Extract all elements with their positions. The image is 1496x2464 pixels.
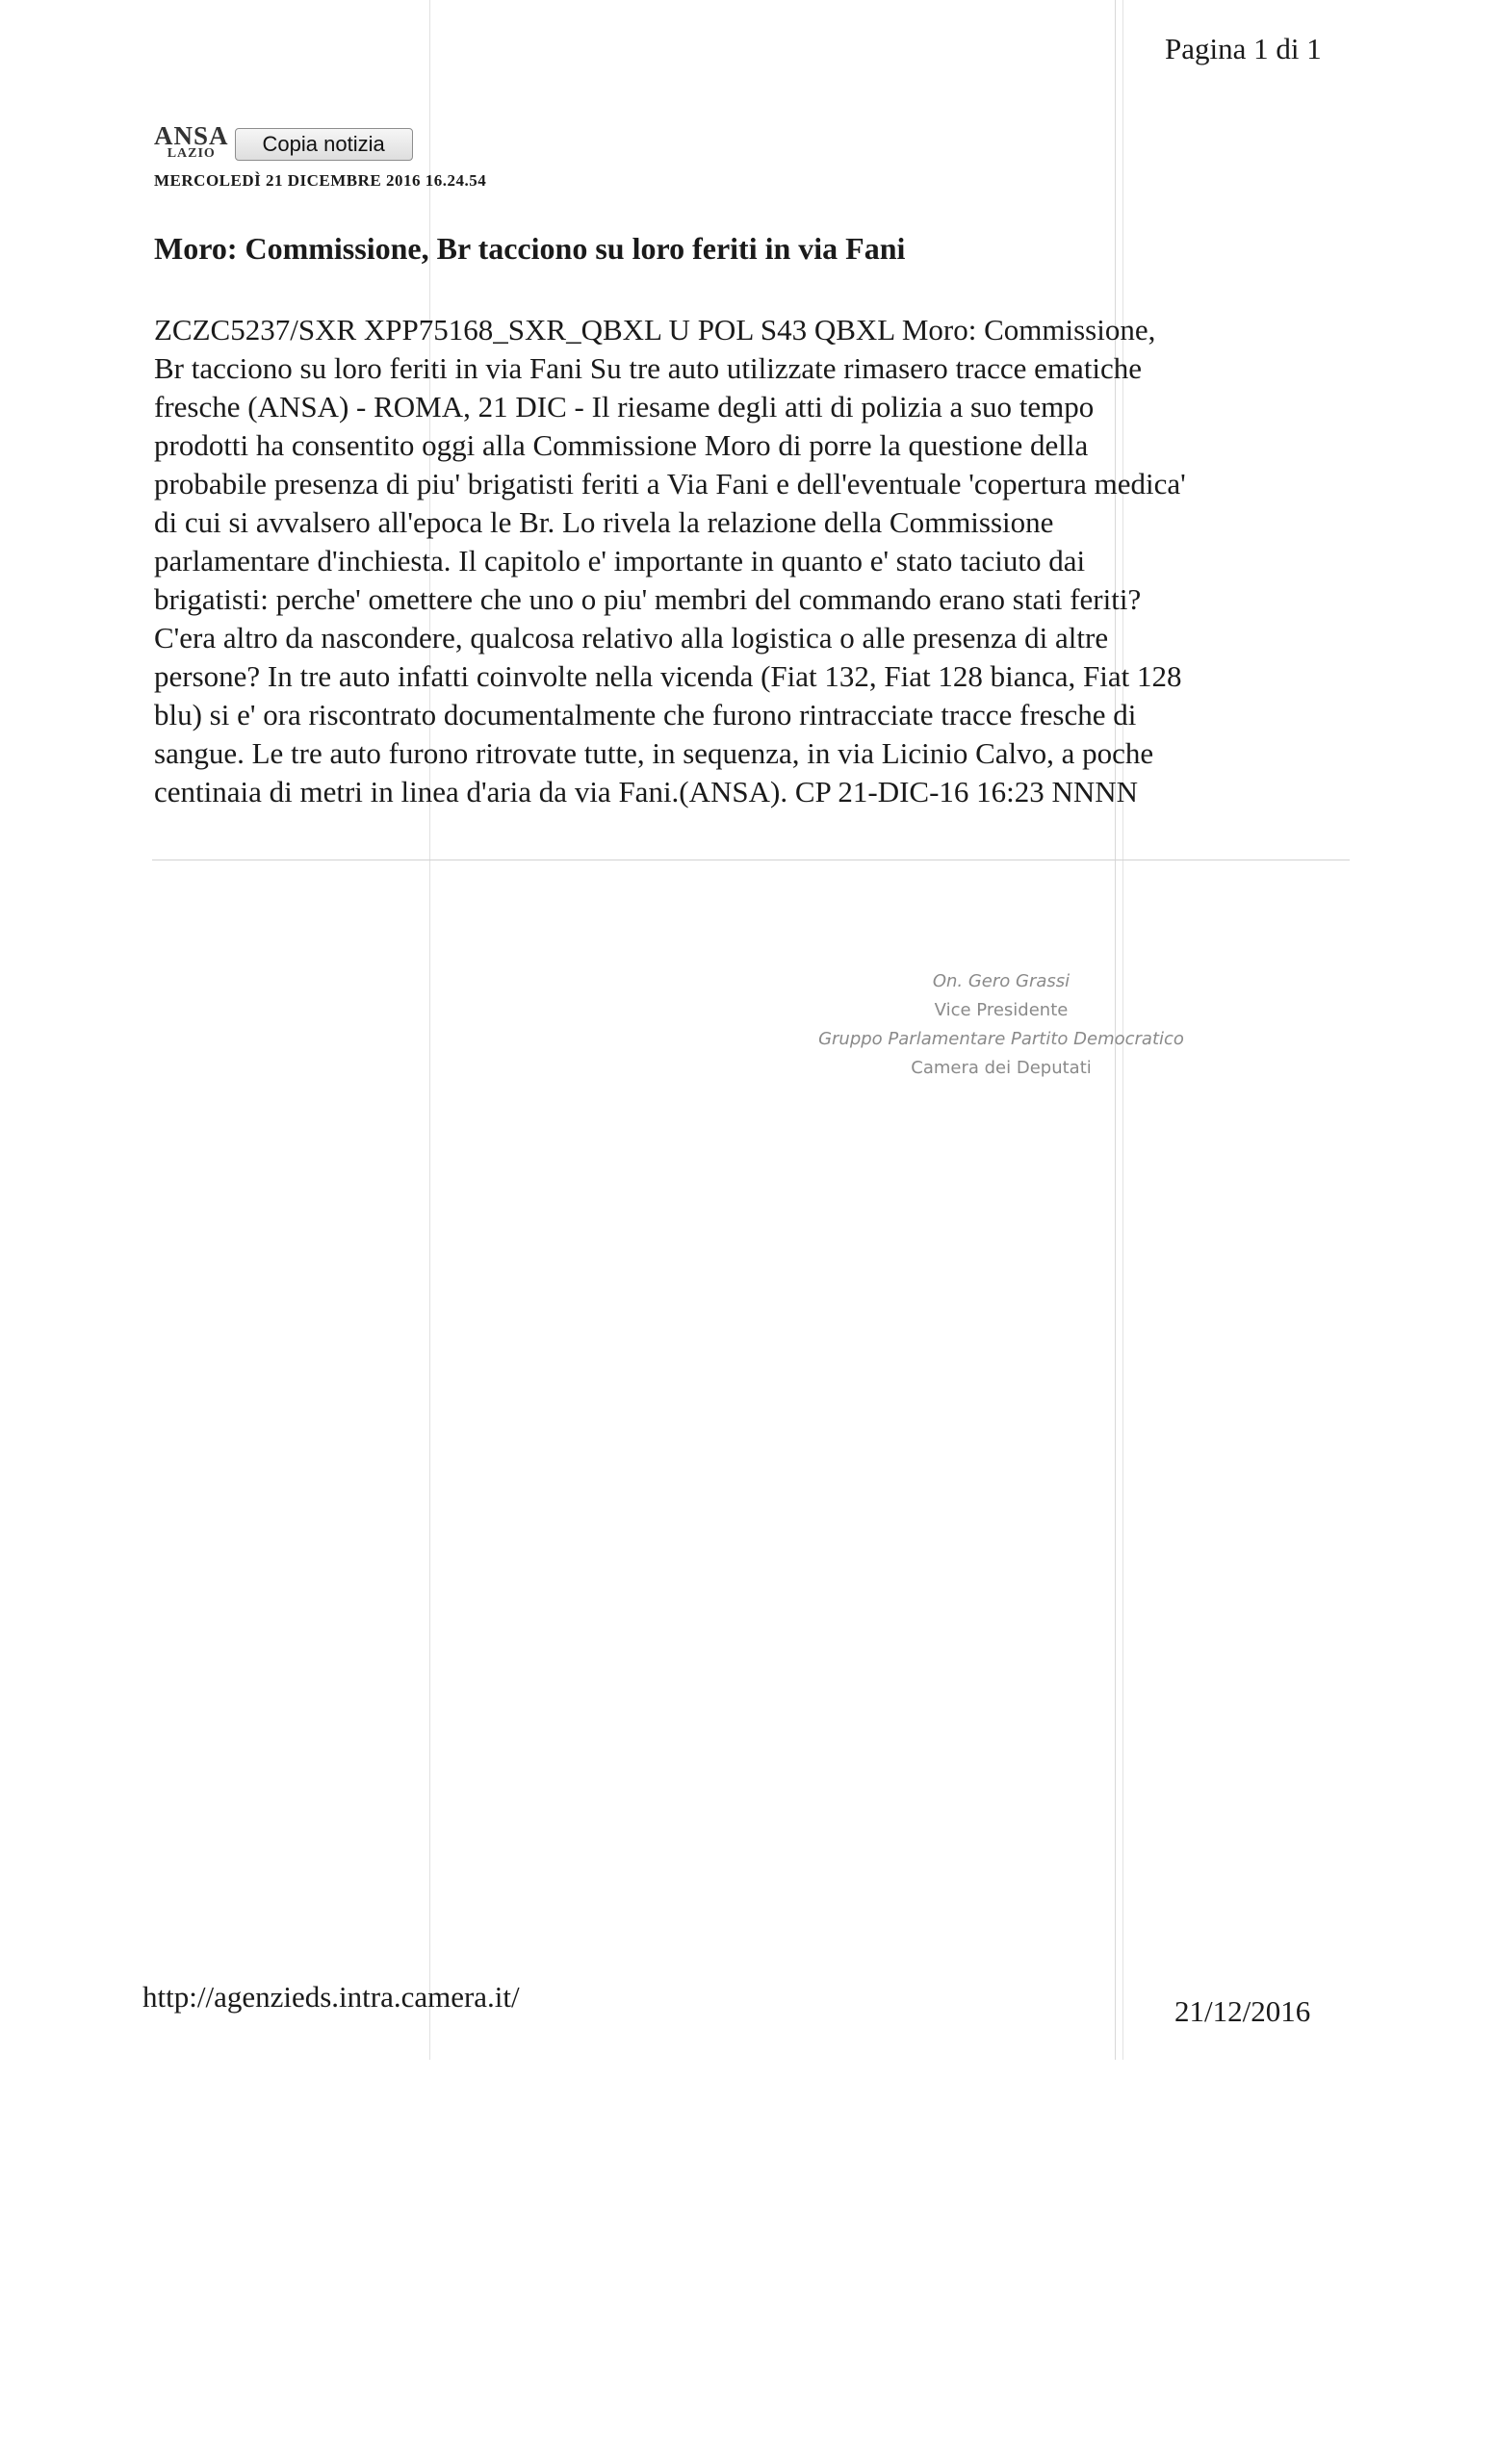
body-line: brigatisti: perche' omettere che uno o piu' membri del commando erano stati feriti? [154, 582, 1142, 616]
body-line: parlamentare d'inchiesta. Il capitolo e' importante in quanto e' stato taciuto dai [154, 544, 1086, 578]
signature-stamp [693, 967, 1309, 1083]
page-number: Pagina 1 di 1 [1165, 32, 1322, 65]
ansa-logo [154, 123, 229, 161]
signature-role: Vice Presidente [934, 1000, 1069, 1020]
ansa-region-text: LAZIO [167, 146, 216, 161]
signature-name: On. Gero Grassi [932, 971, 1070, 991]
body-line: blu) si e' ora riscontrato documentalmente che furono rintracciate tracce fresche di [154, 698, 1137, 732]
body-line: probabile presenza di piu' brigatisti feriti a Via Fani e dell'eventuale 'copertura medica' [154, 467, 1186, 500]
body-line: fresche (ANSA) - ROMA, 21 DIC - Il riesame degli atti di polizia a suo tempo [154, 390, 1095, 424]
body-line: C'era altro da nascondere, qualcosa relativo alla logistica o alle presenza di altre [154, 621, 1109, 654]
article-body [154, 311, 1367, 811]
body-line: ZCZC5237/SXR XPP75168_SXR_QBXL U POL S43 QBXL Moro: Commissione, [154, 313, 1156, 346]
scan-fold-line [429, 0, 430, 2060]
body-line: persone? In tre auto infatti coinvolte nella vicenda (Fiat 132, Fiat 128 bianca, Fiat 128 [154, 659, 1182, 693]
body-line: di cui si avvalsero all'epoca le Br. Lo rivela la relazione della Commissione [154, 505, 1054, 539]
article-headline: Moro: Commissione, Br tacciono su loro feriti in via Fani [154, 231, 906, 266]
ansa-logo-text: ANSA [154, 121, 229, 150]
signature-group: Gruppo Parlamentare Partito Democratico [818, 1029, 1184, 1049]
body-line: Br tacciono su loro feriti in via Fani Su tre auto utilizzate rimasero tracce ematiche [154, 351, 1143, 385]
body-line: sangue. Le tre auto furono ritrovate tutte, in sequenza, in via Licinio Calvo, a poche [154, 736, 1154, 770]
dateline: MERCOLEDÌ 21 DICEMBRE 2016 16.24.54 [154, 171, 487, 190]
body-line: prodotti ha consentito oggi alla Commissione Moro di porre la questione della [154, 428, 1089, 462]
ansa-header [154, 123, 413, 161]
copy-news-button[interactable]: Copia notizia [235, 128, 413, 161]
signature-chamber: Camera dei Deputati [911, 1058, 1092, 1078]
footer-url: http://agenzieds.intra.camera.it/ [142, 1980, 520, 2014]
footer-date: 21/12/2016 [1174, 1994, 1311, 2028]
body-line: centinaia di metri in linea d'aria da via Fani.(ANSA). CP 21-DIC-16 16:23 NNNN [154, 775, 1139, 808]
